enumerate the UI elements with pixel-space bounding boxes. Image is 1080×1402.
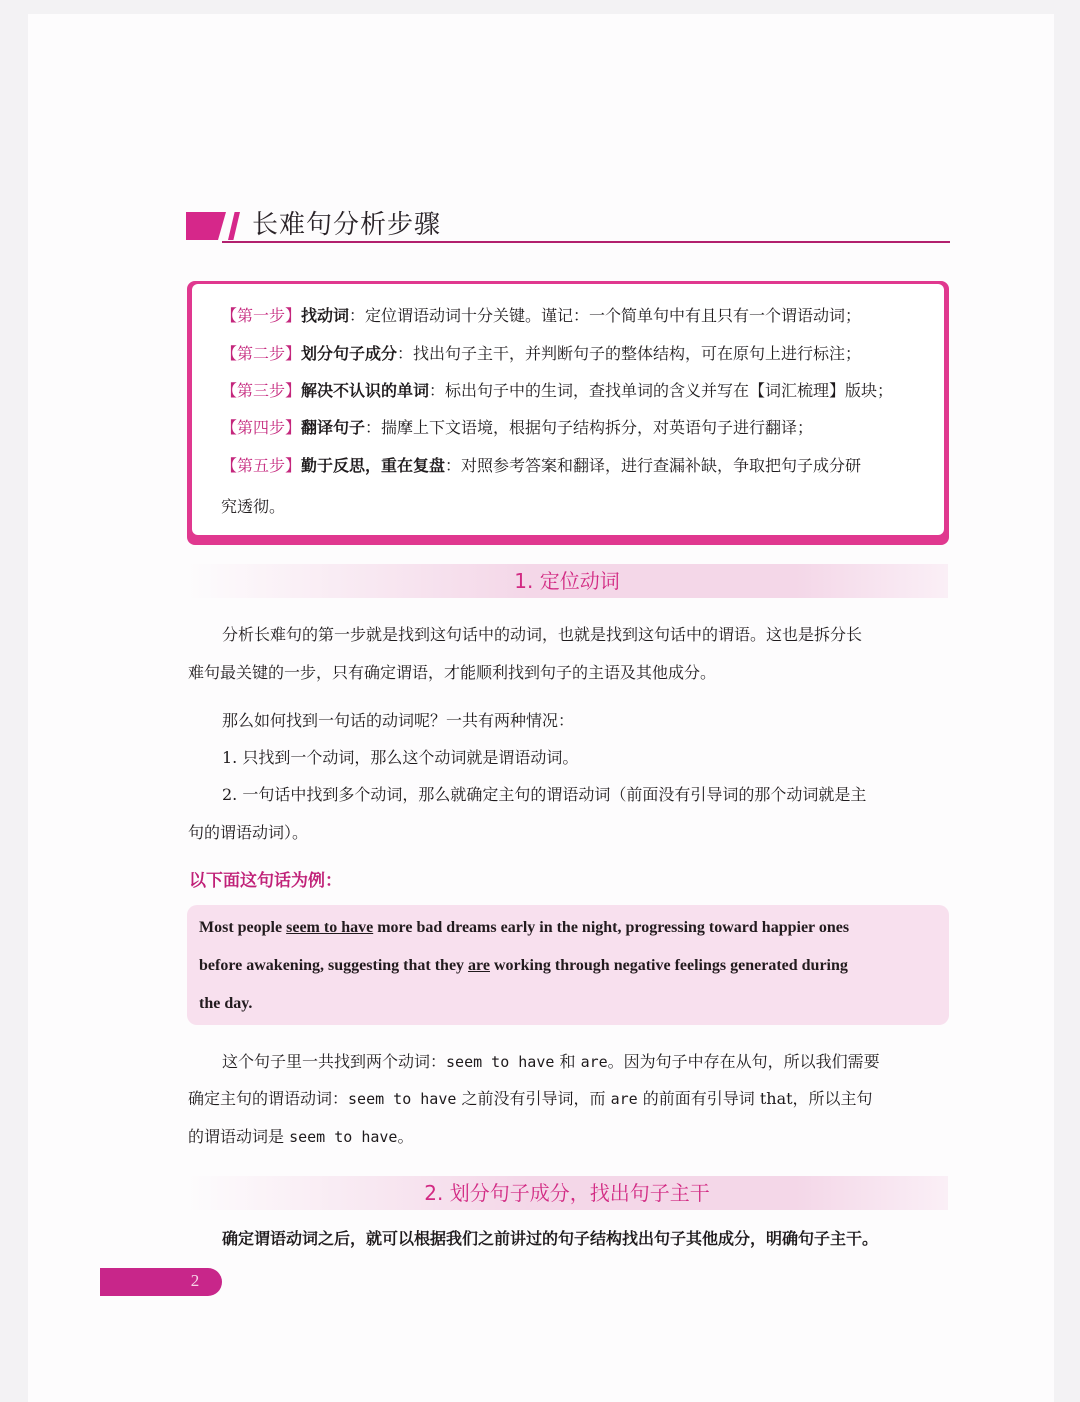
example-verb-underlined: are [468, 957, 490, 974]
case-1: 1. 只找到一个动词，那么这个动词就是谓语动词。 [222, 748, 579, 767]
explain-text: 和 [554, 1052, 581, 1071]
subsection-1-heading: 1. 定位动词 [186, 564, 948, 598]
explain-text: 的前面有引导词 that，所以主句 [637, 1089, 873, 1108]
example-text: Most people [199, 919, 287, 936]
step-head: 解决不认识的单词 [301, 381, 430, 400]
case-2-line-2: 句的谓语动词）。 [188, 823, 309, 842]
step-tag: 【第三步】 [221, 381, 302, 400]
explain-text: 之前没有引导词，而 [456, 1089, 611, 1108]
example-text: working through negative feelings generated during [489, 957, 848, 974]
header-slash-decoration [228, 212, 240, 240]
steps-box-inner [192, 284, 944, 535]
page-number: 2 [190, 1271, 200, 1290]
step-head: 翻译句子 [301, 418, 366, 437]
example-text: more bad dreams early in the night, progressing toward happier ones [373, 919, 850, 936]
explain-code: seem to have [348, 1090, 457, 1108]
explain-text: 。因为句子中存在从句，所以我们需要 [607, 1052, 880, 1071]
steps-box [187, 281, 949, 545]
explain-code: seem to have [446, 1053, 555, 1071]
step-text: ：定位谓语动词十分关键。谨记：一个简单句中有且只有一个谓语动词； [349, 306, 862, 325]
step-text: ：找出句子主干，并判断句子的整体结构，可在原句上进行标注； [397, 344, 862, 363]
step-text: ：揣摩上下文语境，根据句子结构拆分，对英语句子进行翻译； [365, 418, 814, 437]
step-tag: 【第四步】 [221, 418, 302, 437]
explain-code: are [610, 1090, 638, 1108]
example-label: 以下面这句话为例： [189, 871, 342, 891]
example-line-1 [199, 919, 849, 937]
paragraph-1-line-1: 分析长难句的第一步就是找到这句话中的动词，也就是找到这句话中的谓语。这也是拆分长 [222, 625, 863, 644]
explain-text: 的谓语动词是 [188, 1127, 290, 1146]
example-sentence-box [187, 905, 949, 1025]
explain-line-3 [188, 1124, 413, 1147]
step-tag: 【第二步】 [221, 344, 302, 363]
step-tag: 【第一步】 [221, 306, 302, 325]
explain-line-1 [222, 1049, 880, 1072]
section-title: 长难句分析步骤 [252, 210, 442, 240]
section-header [186, 208, 950, 244]
explain-code: seem to have [289, 1128, 398, 1146]
example-line-3: the day. [199, 995, 253, 1012]
explain-text: 确定主句的谓语动词： [188, 1089, 349, 1108]
step-5-continuation [221, 494, 285, 517]
subsection-2-paragraph: 确定谓语动词之后，就可以根据我们之前讲过的句子结构找出句子其他成分，明确句子主干。 [222, 1229, 879, 1248]
step-2 [221, 341, 861, 364]
step-text: ：标出句子中的生词，查找单词的含义并写在【词汇梳理】版块； [429, 381, 894, 400]
example-verb-underlined: seem to have [286, 919, 374, 936]
explain-text: 。 [397, 1127, 414, 1146]
explain-code: are [580, 1053, 608, 1071]
step-3 [221, 378, 893, 401]
step-5 [221, 453, 861, 476]
header-bar-decoration [186, 212, 226, 240]
subsection-2-heading: 2. 划分句子成分，找出句子主干 [186, 1176, 948, 1210]
step-tag: 【第五步】 [221, 456, 302, 475]
step-text: 究透彻。 [221, 497, 286, 516]
step-4 [221, 415, 813, 438]
step-head: 划分句子成分 [301, 344, 398, 363]
step-1 [221, 303, 861, 326]
explain-line-2 [188, 1086, 873, 1109]
header-rule [222, 241, 950, 243]
step-text: ：对照参考答案和翻译，进行查漏补缺，争取把句子成分研 [445, 456, 862, 475]
paragraph-2: 那么如何找到一句话的动词呢？一共有两种情况： [222, 711, 575, 730]
paragraph-1-line-2: 难句最关键的一步，只有确定谓语，才能顺利找到句子的主语及其他成分。 [188, 663, 717, 682]
explain-text: 这个句子里一共找到两个动词： [222, 1052, 447, 1071]
step-head: 勤于反思，重在复盘 [301, 456, 446, 475]
step-head: 找动词 [301, 306, 350, 325]
example-line-2 [199, 957, 848, 975]
case-2-line-1: 2. 一句话中找到多个动词，那么就确定主句的谓语动词（前面没有引导词的那个动词就是主 [222, 785, 867, 804]
example-text: before awakening, suggesting that they [199, 957, 469, 974]
